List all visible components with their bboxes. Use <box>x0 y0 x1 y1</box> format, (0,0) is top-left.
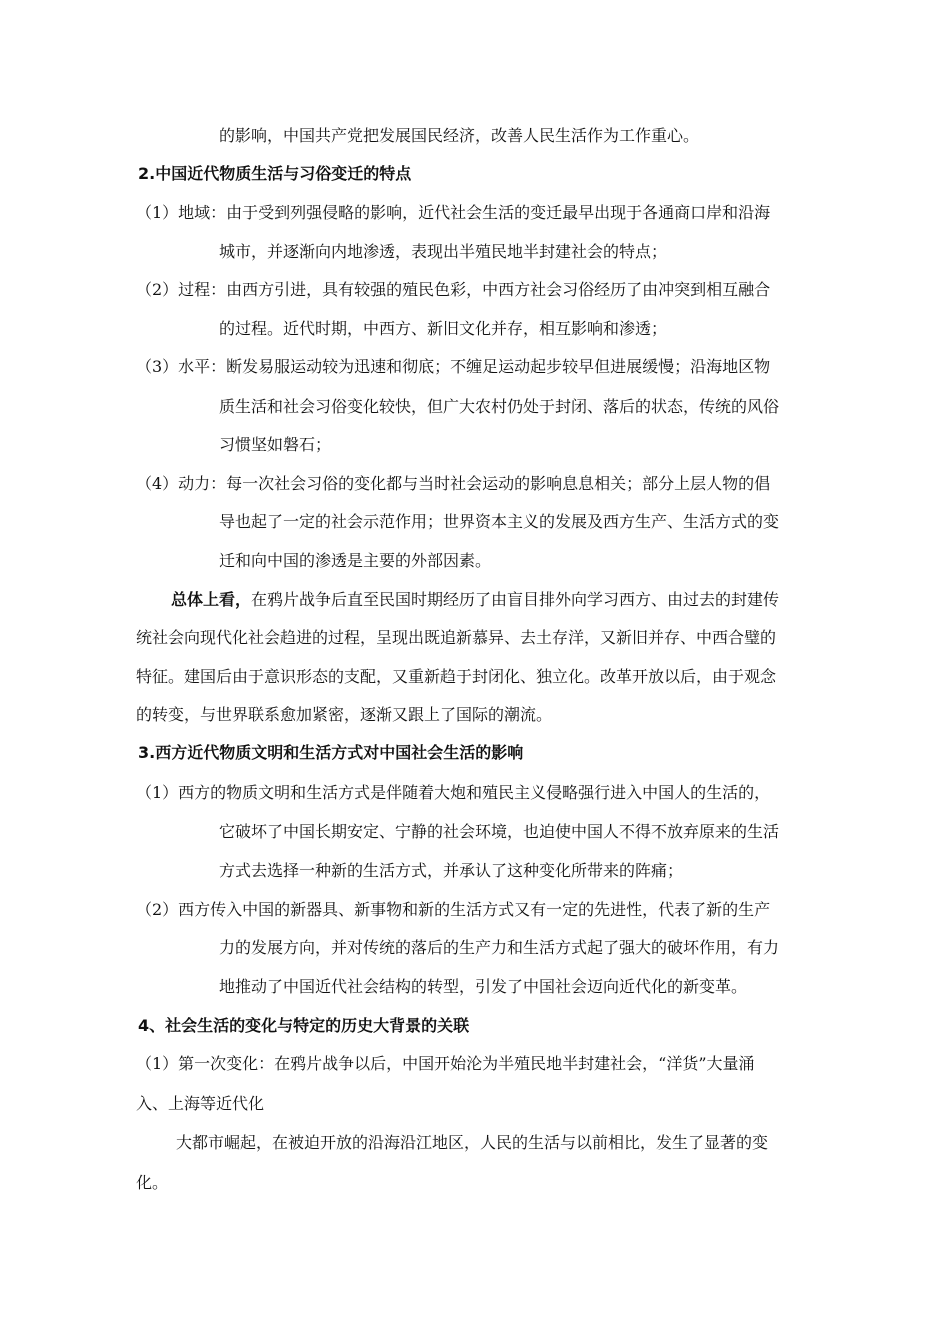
text-line: 的过程。近代时期，中西方、新旧文化并存，相互影响和渗透； <box>219 319 668 338</box>
text-line: 力的发展方向，并对传统的落后的生产力和生活方式起了强大的破坏作用，有力 <box>219 938 780 957</box>
text-line: 它破坏了中国长期安定、宁静的社会环境，也迫使中国人不得不放弃原来的生活 <box>219 822 780 841</box>
section-heading: 4、社会生活的变化与特定的历史大背景的关联 <box>138 1016 470 1035</box>
text-line: 化。 <box>136 1173 169 1192</box>
text-line: （2）西方传入中国的新器具、新事物和新的生活方式又有一定的先进性，代表了新的生产 <box>136 900 771 919</box>
summary-text: 在鸦片战争后直至民国时期经历了由盲目排外向学习西方、由过去的封建传 <box>251 590 780 609</box>
text-line: （4）动力：每一次社会习俗的变化都与当时社会运动的影响息息相关；部分上层人物的倡 <box>136 474 771 493</box>
text-line: （1）西方的物质文明和生活方式是伴随着大炮和殖民主义侵略强行进入中国人的生活的， <box>136 783 771 802</box>
text-line: 城市，并逐渐向内地渗透，表现出半殖民地半封建社会的特点； <box>219 242 668 261</box>
text-line: 统社会向现代化社会趋进的过程，呈现出既追新慕异、去土存洋，又新旧并存、中西合璧的 <box>136 628 777 647</box>
text-line: 质生活和社会习俗变化较快，但广大农村仍处于封闭、落后的状态，传统的风俗 <box>219 397 780 416</box>
summary-lead: 总体上看， <box>171 590 252 609</box>
text-line: 习惯坚如磐石； <box>219 435 332 454</box>
text-line: 大都市崛起，在被迫开放的沿海沿江地区，人民的生活与以前相比，发生了显著的变 <box>176 1133 769 1152</box>
text-line: 入、上海等近代化 <box>136 1094 265 1113</box>
text-line: 的影响，中国共产党把发展国民经济，改善人民生活作为工作重心。 <box>219 126 700 145</box>
text-line: （1）地域：由于受到列强侵略的影响，近代社会生活的变迁最早出现于各通商口岸和沿海 <box>136 203 771 222</box>
section-heading: 2.中国近代物质生活与习俗变迁的特点 <box>138 164 412 183</box>
text-line: 导也起了一定的社会示范作用；世界资本主义的发展及西方生产、生活方式的变 <box>219 512 780 531</box>
text-line: 特征。建国后由于意识形态的支配，又重新趋于封闭化、独立化。改革开放以后，由于观念 <box>136 667 777 686</box>
text-line: （3）水平：断发易服运动较为迅速和彻底；不缠足运动起步较早但进展缓慢；沿海地区物 <box>136 357 771 376</box>
text-line: 地推动了中国近代社会结构的转型，引发了中国社会迈向近代化的新变革。 <box>219 977 748 996</box>
text-line: 迁和向中国的渗透是主要的外部因素。 <box>219 551 492 570</box>
summary-line <box>171 589 779 611</box>
section-heading: 3.西方近代物质文明和生活方式对中国社会生活的影响 <box>138 743 524 762</box>
text-line: 方式去选择一种新的生活方式，并承认了这种变化所带来的阵痛； <box>219 861 684 880</box>
text-line: （1）第一次变化：在鸦片战争以后，中国开始沦为半殖民地半封建社会，“洋货”大量涌 <box>136 1054 755 1073</box>
text-line: 的转变，与世界联系愈加紧密，逐渐又跟上了国际的潮流。 <box>136 705 553 724</box>
text-line: （2）过程：由西方引进，具有较强的殖民色彩，中西方社会习俗经历了由冲突到相互融合 <box>136 280 771 299</box>
